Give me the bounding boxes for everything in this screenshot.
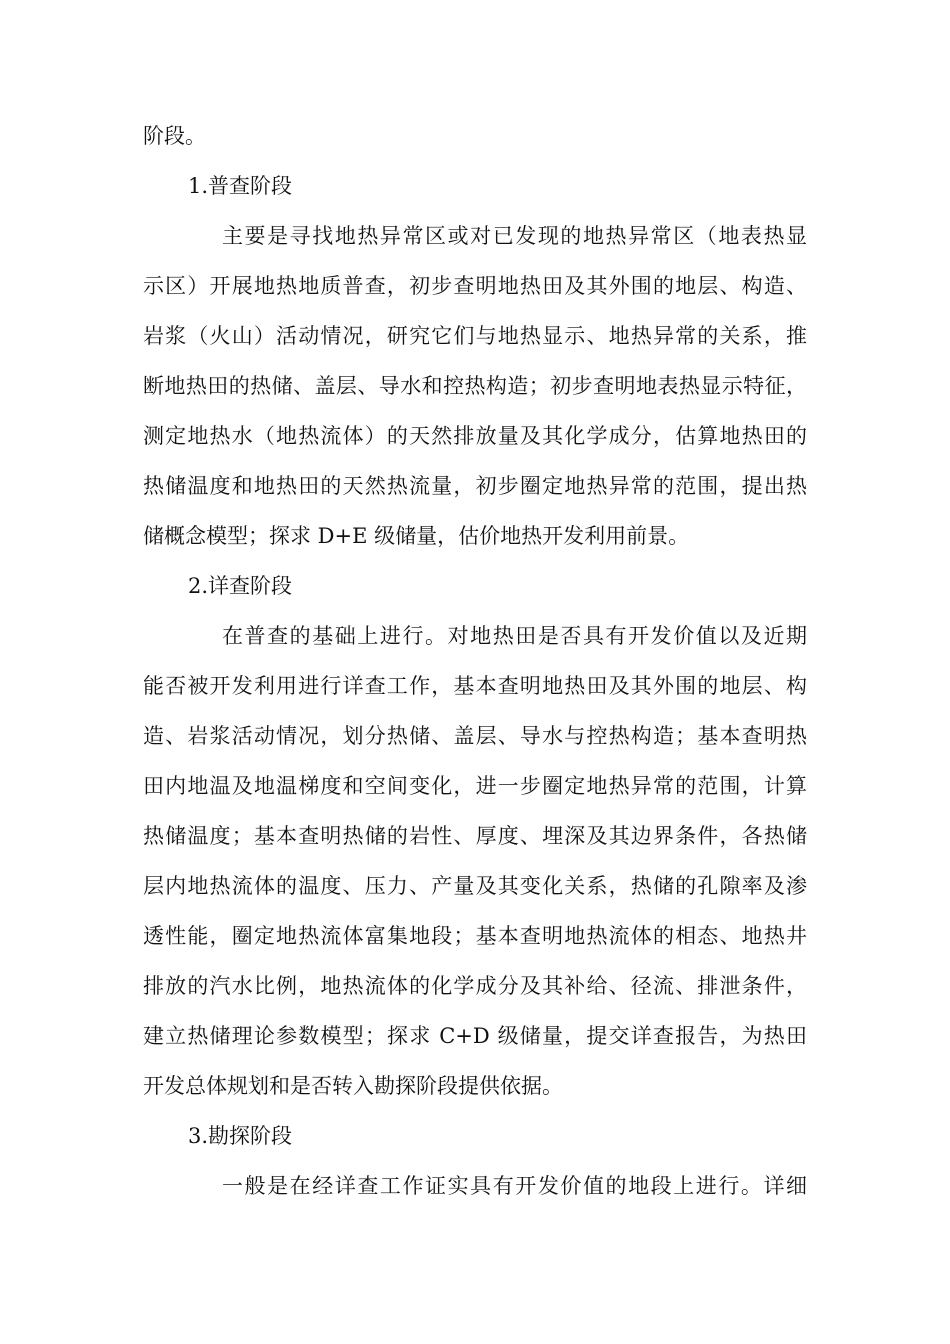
text-line: 透性能，圈定地热流体富集地段；基本查明地热流体的相态、地热井 [143,924,807,948]
text-line: 测定地热水（地热流体）的天然排放量及其化学成分，估算地热田的 [143,424,807,448]
text-line: 示区）开展地热地质普查，初步查明地热田及其外围的地层、构造、 [143,274,807,298]
text-line: 建立热储理论参数模型；探求 C+D 级储量，提交详查报告，为热田 [143,1024,807,1048]
text-line: 造、岩浆活动情况，划分热储、盖层、导水与控热构造；基本查明热 [143,724,807,748]
text-line: 主要是寻找地热异常区或对已发现的地热异常区（地表热显 [222,224,807,248]
text-line: 热储温度和地热田的天然热流量，初步圈定地热异常的范围，提出热 [143,474,807,498]
text-line: 排放的汽水比例，地热流体的化学成分及其补给、径流、排泄条件， [143,974,807,998]
text-line: 储概念模型；探求 D+E 级储量，估价地热开发利用前景。 [143,524,690,548]
text-line: 阶段。 [143,124,206,148]
text-line: 岩浆（火山）活动情况，研究它们与地热显示、地热异常的关系，推 [143,324,807,348]
section-heading: 2.详查阶段 [188,574,293,598]
text-line: 层内地热流体的温度、压力、产量及其变化关系，热储的孔隙率及渗 [143,874,807,898]
section-heading: 1.普查阶段 [188,174,293,198]
text-line: 热储温度；基本查明热储的岩性、厚度、埋深及其边界条件，各热储 [143,824,807,848]
text-line: 能否被开发利用进行详查工作，基本查明地热田及其外围的地层、构 [143,674,807,698]
section-heading: 3.勘探阶段 [188,1124,293,1148]
text-line: 断地热田的热储、盖层、导水和控热构造；初步查明地表热显示特征， [143,374,807,398]
text-line: 田内地温及地温梯度和空间变化，进一步圈定地热异常的范围，计算 [143,774,807,798]
text-line: 在普查的基础上进行。对地热田是否具有开发价值以及近期 [222,624,807,648]
text-line: 一般是在经详查工作证实具有开发价值的地段上进行。详细 [222,1174,807,1198]
text-line: 开发总体规划和是否转入勘探阶段提供依据。 [143,1074,563,1098]
